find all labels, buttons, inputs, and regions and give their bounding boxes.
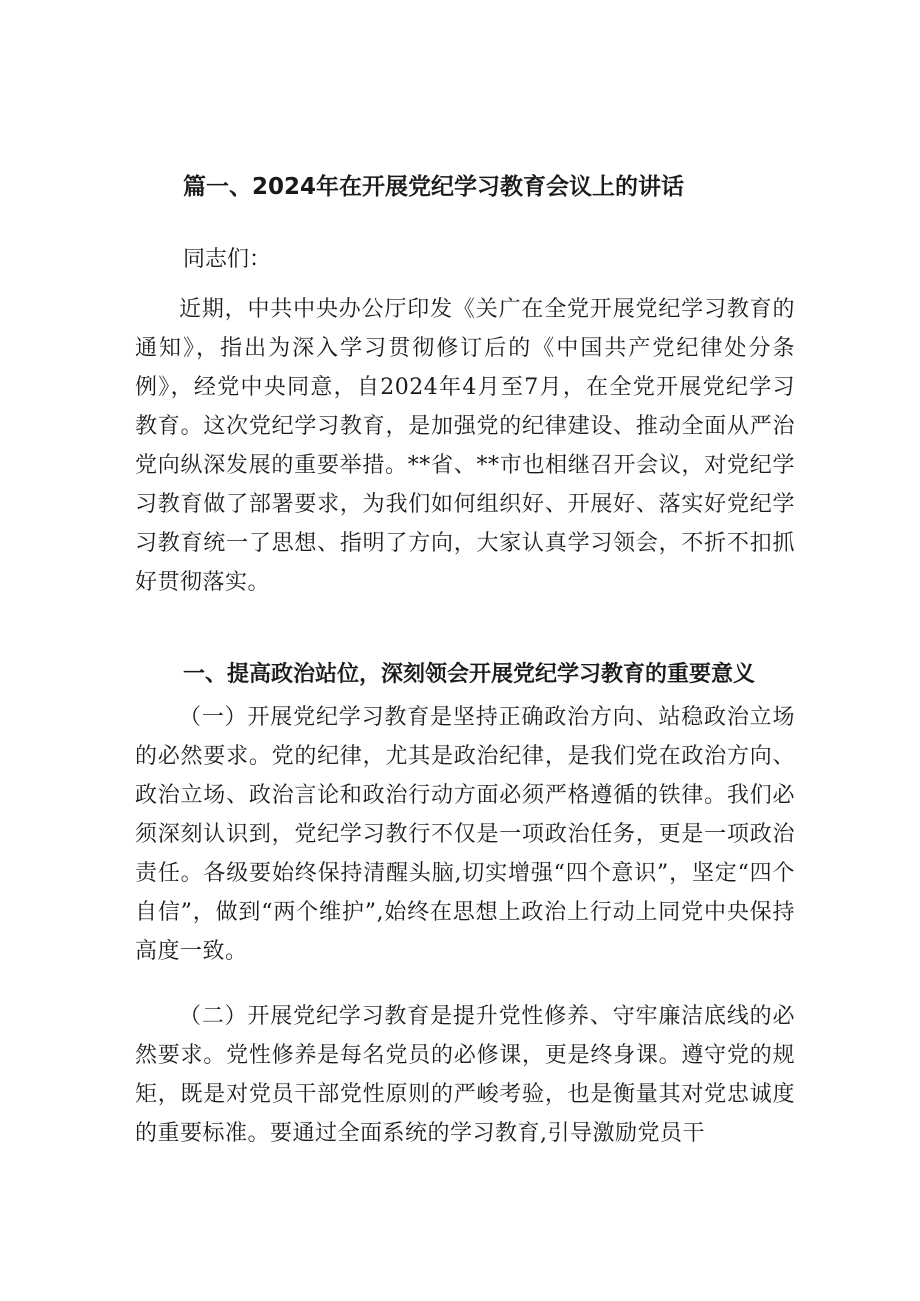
- document-title: 篇一、2024年在开展党纪学习教育会议上的讲话: [183, 174, 685, 200]
- greeting: 同志们：: [183, 247, 272, 272]
- paragraph-point-1: （一）开展党纪学习教育是坚持正确政治方向、站稳政治立场的必然要求。党的纪律，尤其是政治纪律，是我们党在政治方向、政治立场、政治言论和政治行动方面必须严格遵循的铁律。我们必须深刻认识到，党纪学习教行不仅是一项政治任务，更是一项政治责任。各级要始终保持清醒头脑,切实增强“四个意识”，坚定“四个自信”，做到“两个维护”,始终在思想上政治上行动上同党中央保持高度一致。: [135, 705, 795, 964]
- paragraph-point-2: （二）开展党纪学习教育是提升党性修养、守牢廉洁底线的必然要求。党性修养是每名党员的必修课，更是终身课。遵守党的规矩，既是对党员干部党性原则的严峻考验，也是衡量其对党忠诚度的重要标准。要通过全面系统的学习教育,引导激励党员干: [135, 1004, 795, 1146]
- paragraph-intro: 近期，中共中央办公厅印发《关广在全党开展党纪学习教育的通知》，指出为深入学习贯彻修订后的《中国共产党纪律处分条例》，经党中央同意，自2024年4月至7月，在全党开展党纪学习教育。这次党纪学习教育，是加强党的纪律建设、推动全面从严治党向纵深发展的重要举措。**省、**市也相继召开会议，对党纪学习教育做了部署要求，为我们如何组织好、开展好、落实好党纪学习教育统一了思想、指明了方向，大家认真学习领会，不折不扣抓好贯彻落实。: [135, 297, 795, 595]
- section-heading-1: 一、提高政治站位，深刻领会开展党纪学习教育的重要意义: [183, 662, 756, 687]
